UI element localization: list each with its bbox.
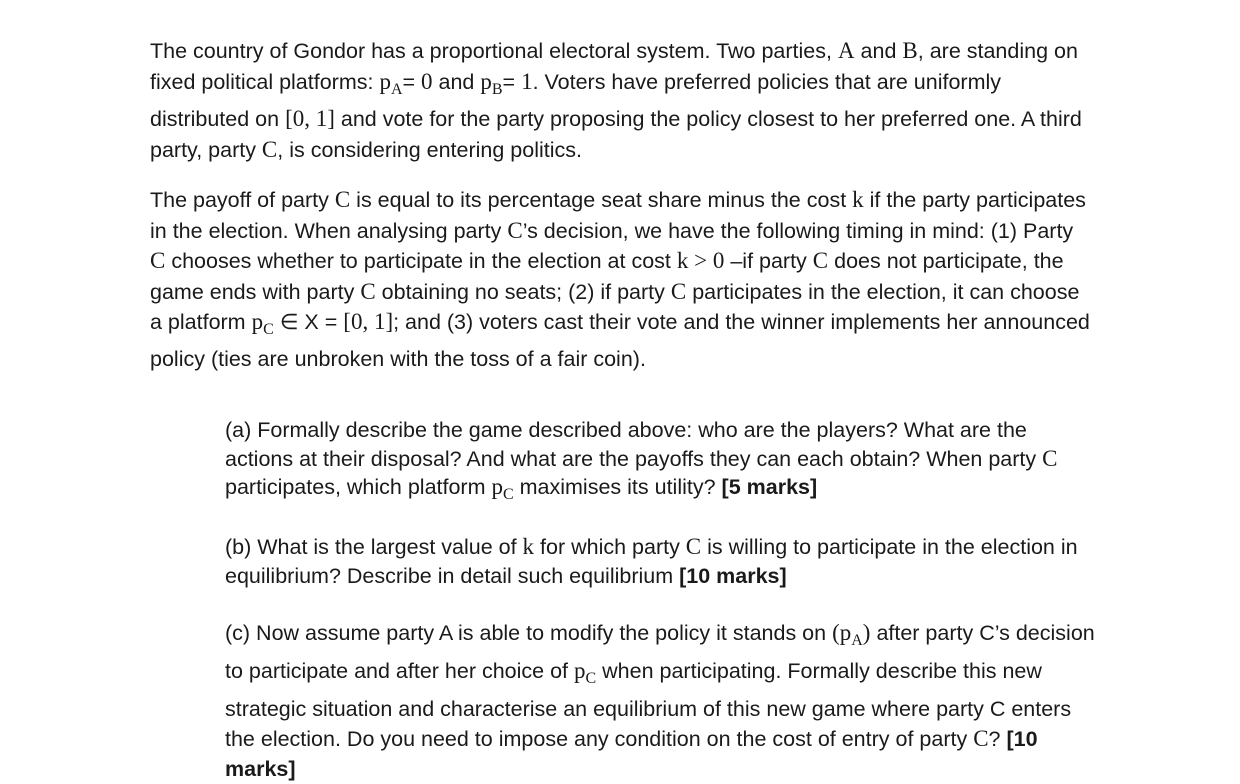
- math-party-c: C: [1042, 445, 1058, 471]
- text: does not participate, the game ends with party: [150, 249, 1064, 304]
- text: ’s decision, we have the following timing in mind: (1) Party: [522, 218, 1074, 243]
- marks-label: [10 marks]: [679, 563, 787, 588]
- math-paren-open: (: [832, 620, 840, 645]
- text: and: [854, 39, 903, 63]
- math-p: p: [379, 68, 391, 94]
- math-party-c: C: [685, 534, 702, 559]
- math-one: 1: [521, 68, 533, 94]
- text: , are standing on fixed political platforms:: [150, 39, 1078, 94]
- payoff-paragraph: [150, 185, 1090, 374]
- text: obtaining no seats; (2) if party: [375, 279, 671, 304]
- marks-label: [10 marks]: [225, 727, 1038, 781]
- text: and: [432, 69, 481, 94]
- math-interval: [0, 1]: [343, 309, 394, 334]
- math-party-c: C: [150, 248, 166, 273]
- math-subscript-b: B: [491, 80, 503, 98]
- text: if the party participates in the election. When analysing party: [150, 188, 1086, 243]
- math-p: p: [251, 309, 264, 334]
- text: when participating. Formally describe this new strategic situation and characterise an equilibrium of this new game where party C enters the election. Do you need to impose any condition on the cost of entry of party: [225, 659, 1072, 751]
- math-p: p: [491, 474, 503, 499]
- math-subscript-c: C: [585, 670, 597, 687]
- text: is willing to participate in the election in equilibrium? Describe in detail such equilibrium: [225, 535, 1078, 588]
- text: The country of Gondor has a proportional electoral system. Two parties,: [150, 39, 838, 63]
- math-p: p: [574, 658, 586, 683]
- math-p: p: [839, 620, 852, 645]
- text: The payoff of party: [150, 188, 335, 212]
- text: and vote for the party proposing the policy closest to her preferred one. A third party, party: [150, 107, 1082, 162]
- text: participates, which platform: [225, 475, 492, 499]
- math-party-c: C: [812, 248, 829, 273]
- math-subscript-a: A: [851, 632, 863, 649]
- text: ∈ X =: [273, 310, 344, 334]
- text: . Voters have preferred policies that are uniformly distributed on: [150, 69, 1002, 131]
- text: maximises its utility?: [513, 475, 722, 499]
- text: chooses whether to participate in the election at cost: [165, 249, 677, 273]
- text: is equal to its percentage seat share minus the cost: [350, 188, 853, 212]
- math-party-c: C: [670, 278, 687, 304]
- text: , is considering entering politics.: [277, 137, 583, 162]
- text: after party C’s decision to participate and after her choice of: [225, 621, 1095, 683]
- question-a: [225, 416, 1095, 510]
- math-k: k: [522, 534, 535, 559]
- text: (c) Now assume party A is able to modify the policy it stands on: [225, 621, 833, 645]
- intro-paragraph: [150, 36, 1090, 165]
- text: ; and (3) voters cast their vote and the winner implements her announced policy (ties are unbroken with the toss of a fair coin).: [150, 310, 1090, 371]
- text: ?: [988, 727, 1007, 751]
- math-interval: [0, 1]: [285, 106, 335, 131]
- math-party-c: C: [973, 726, 989, 751]
- marks-label: [5 marks]: [721, 475, 818, 499]
- question-c: [225, 618, 1095, 784]
- text: –if party: [724, 249, 813, 273]
- math-party-b: B: [902, 38, 918, 63]
- text: for which party: [534, 535, 686, 559]
- text: =: [402, 69, 422, 94]
- question-b: [225, 533, 1095, 590]
- math-subscript-a: A: [390, 80, 403, 98]
- math-subscript-c: C: [263, 321, 274, 338]
- text: (a) Formally describe the game described above: who are the players? What are the actions at their disposal? And what are the payoffs they can each obtain? When party: [225, 418, 1043, 471]
- math-p: p: [480, 68, 492, 94]
- math-paren-close: ): [862, 620, 871, 645]
- math-zero: 0: [421, 68, 433, 94]
- text: =: [502, 69, 522, 94]
- text: participates in the election, it can choose a platform: [150, 279, 1080, 334]
- math-k-positive: k > 0: [676, 248, 725, 273]
- math-party-c: C: [360, 278, 376, 304]
- math-subscript-c: C: [502, 486, 514, 503]
- math-party-c: C: [334, 187, 351, 212]
- math-party-c: C: [261, 136, 278, 162]
- text: (b) What is the largest value of: [225, 535, 523, 559]
- math-k: k: [852, 187, 864, 212]
- math-party-a: A: [837, 38, 855, 63]
- math-party-c: C: [507, 217, 523, 243]
